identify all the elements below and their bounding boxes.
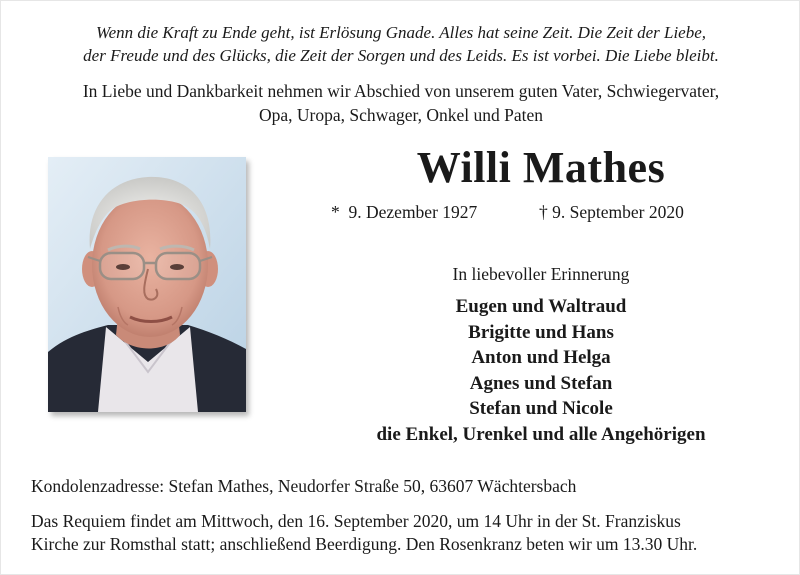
birth-date-group bbox=[331, 201, 477, 223]
mourner-entry: Eugen und Waltraud bbox=[455, 296, 627, 317]
quote-line-2: der Freude und des Glücks, die Zeit der Sorgen und des Leids. Es ist vorbei. Die Liebe bleibt. bbox=[83, 46, 719, 65]
death-date: 9. September 2020 bbox=[552, 202, 684, 222]
intro-line-2: Opa, Uropa, Schwager, Onkel und Paten bbox=[258, 105, 544, 125]
service-line-2: Kirche zur Romsthal statt; anschließend Beerdigung. Den Rosenkranz beten wir um 13.30 Uhr. bbox=[31, 533, 698, 554]
mourner-entry: die Enkel, Urenkel und alle Angehörigen bbox=[376, 423, 706, 445]
mourners-list bbox=[281, 294, 800, 447]
farewell-intro bbox=[1, 79, 800, 127]
birth-star-icon: * bbox=[331, 202, 340, 222]
deceased-name: Willi Mathes bbox=[416, 143, 666, 192]
birth-date: 9. Dezember 1927 bbox=[348, 202, 478, 222]
condolence-address: Kondolenzadresse: Stefan Mathes, Neudorfer Straße 50, 63607 Wächtersbach bbox=[31, 476, 577, 496]
portrait-photo bbox=[48, 157, 246, 412]
mourner-entry: Anton und Helga bbox=[471, 347, 611, 368]
death-cross-icon: † bbox=[539, 202, 548, 222]
mourner-entry: Brigitte und Hans bbox=[468, 321, 614, 343]
opening-quote bbox=[1, 21, 800, 67]
service-details bbox=[31, 510, 776, 555]
quote-line-1: Wenn die Kraft zu Ende geht, ist Erlösung Gnade. Alles hat seine Zeit. Die Zeit der Liebe, bbox=[95, 23, 707, 42]
intro-line-1: In Liebe und Dankbarkeit nehmen wir Abschied von unserem guten Vater, Schwiegervater, bbox=[82, 81, 720, 101]
portrait-illustration bbox=[48, 157, 246, 412]
memory-line: In liebevoller Erinnerung bbox=[452, 264, 630, 284]
mourner-entry: Stefan und Nicole bbox=[469, 398, 613, 419]
mourner-entry: Agnes und Stefan bbox=[469, 372, 613, 394]
death-date-group bbox=[539, 201, 684, 223]
service-line-1: Das Requiem findet am Mittwoch, den 16. September 2020, um 14 Uhr in der St. Franziskus bbox=[31, 511, 681, 531]
